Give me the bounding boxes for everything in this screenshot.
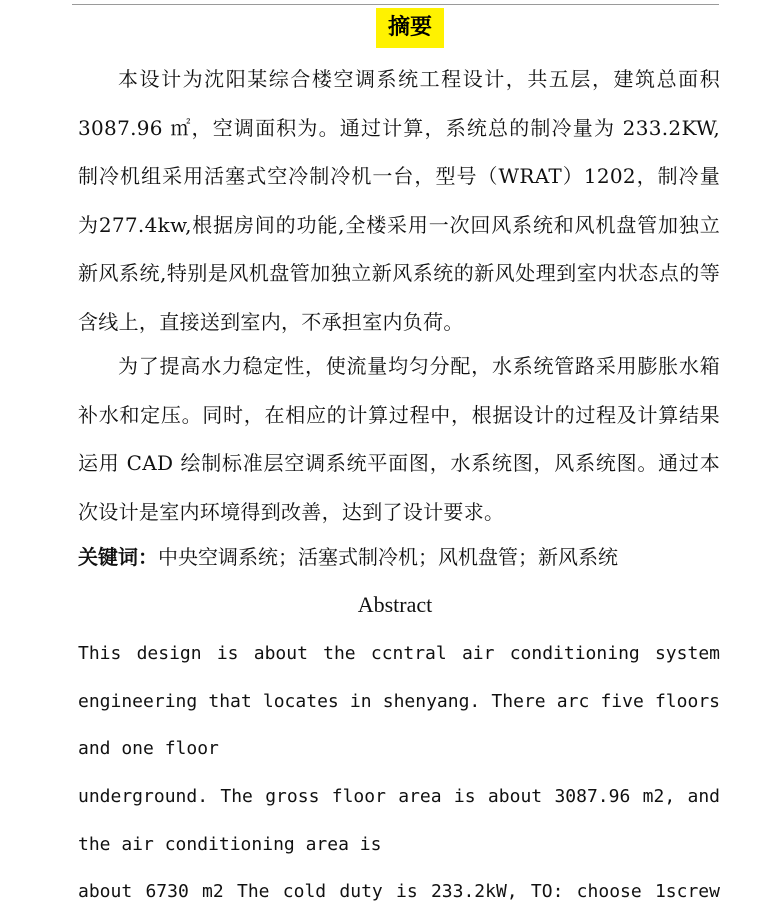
abstract-paragraph-1: 本设计为沈阳某综合楼空调系统工程设计，共五层，建筑总面积3087.96 ㎡，空调面积为。通过计算，系统总的制冷量为 233.2KW,制冷机组采用活塞式空冷制冷机一台，型号（WRAT）1202，制冷量为277.4kw,根据房间的功能,全楼采用一次回风系统和风机盘管加独立新风系统,特别是风机盘管加独立新风系统的新风处理到室内状态点的等含线上，直接送到室内，不承担室内负荷。 xyxy=(78,67,720,334)
abstract-en-line: about 6730 m2 The cold duty is 233.2kW, TO: choose 1screw xyxy=(78,881,720,903)
top-rule xyxy=(72,4,719,5)
abstract-en-line: and one floor xyxy=(78,738,219,760)
keywords-line xyxy=(78,535,720,579)
abstract-heading-en: Abstract xyxy=(357,592,433,617)
keywords-text: 中央空调系统；活塞式制冷机；风机盘管；新风系统 xyxy=(158,545,618,569)
abstract-en-line: engineering that locates in shenyang. There arc five floors xyxy=(78,690,720,712)
abstract-heading-zh: 摘要 xyxy=(376,8,444,48)
abstract-paragraph-2: 为了提高水力稳定性，使流量均匀分配，水系统管路采用膨胀水箱补水和定压。同时，在相应的计算过程中，根据设计的过程及计算结果运用 CAD 绘制标准层空调系统平面图，水系统图，风系统图。通过本次设计是室内环境得到改善，达到了设计要求。 xyxy=(78,354,720,524)
abstract-en-line: This design is about the ccntral air conditioning system xyxy=(78,643,720,664)
abstract-en-line: underground. The gross floor area is about 3087.96 m2, and xyxy=(78,786,720,808)
abstract-en-line: the air conditioning area is xyxy=(78,833,382,855)
heading-container xyxy=(0,8,780,48)
abstract-en-lines xyxy=(78,630,720,916)
keywords-label: 关键词： xyxy=(78,545,158,569)
